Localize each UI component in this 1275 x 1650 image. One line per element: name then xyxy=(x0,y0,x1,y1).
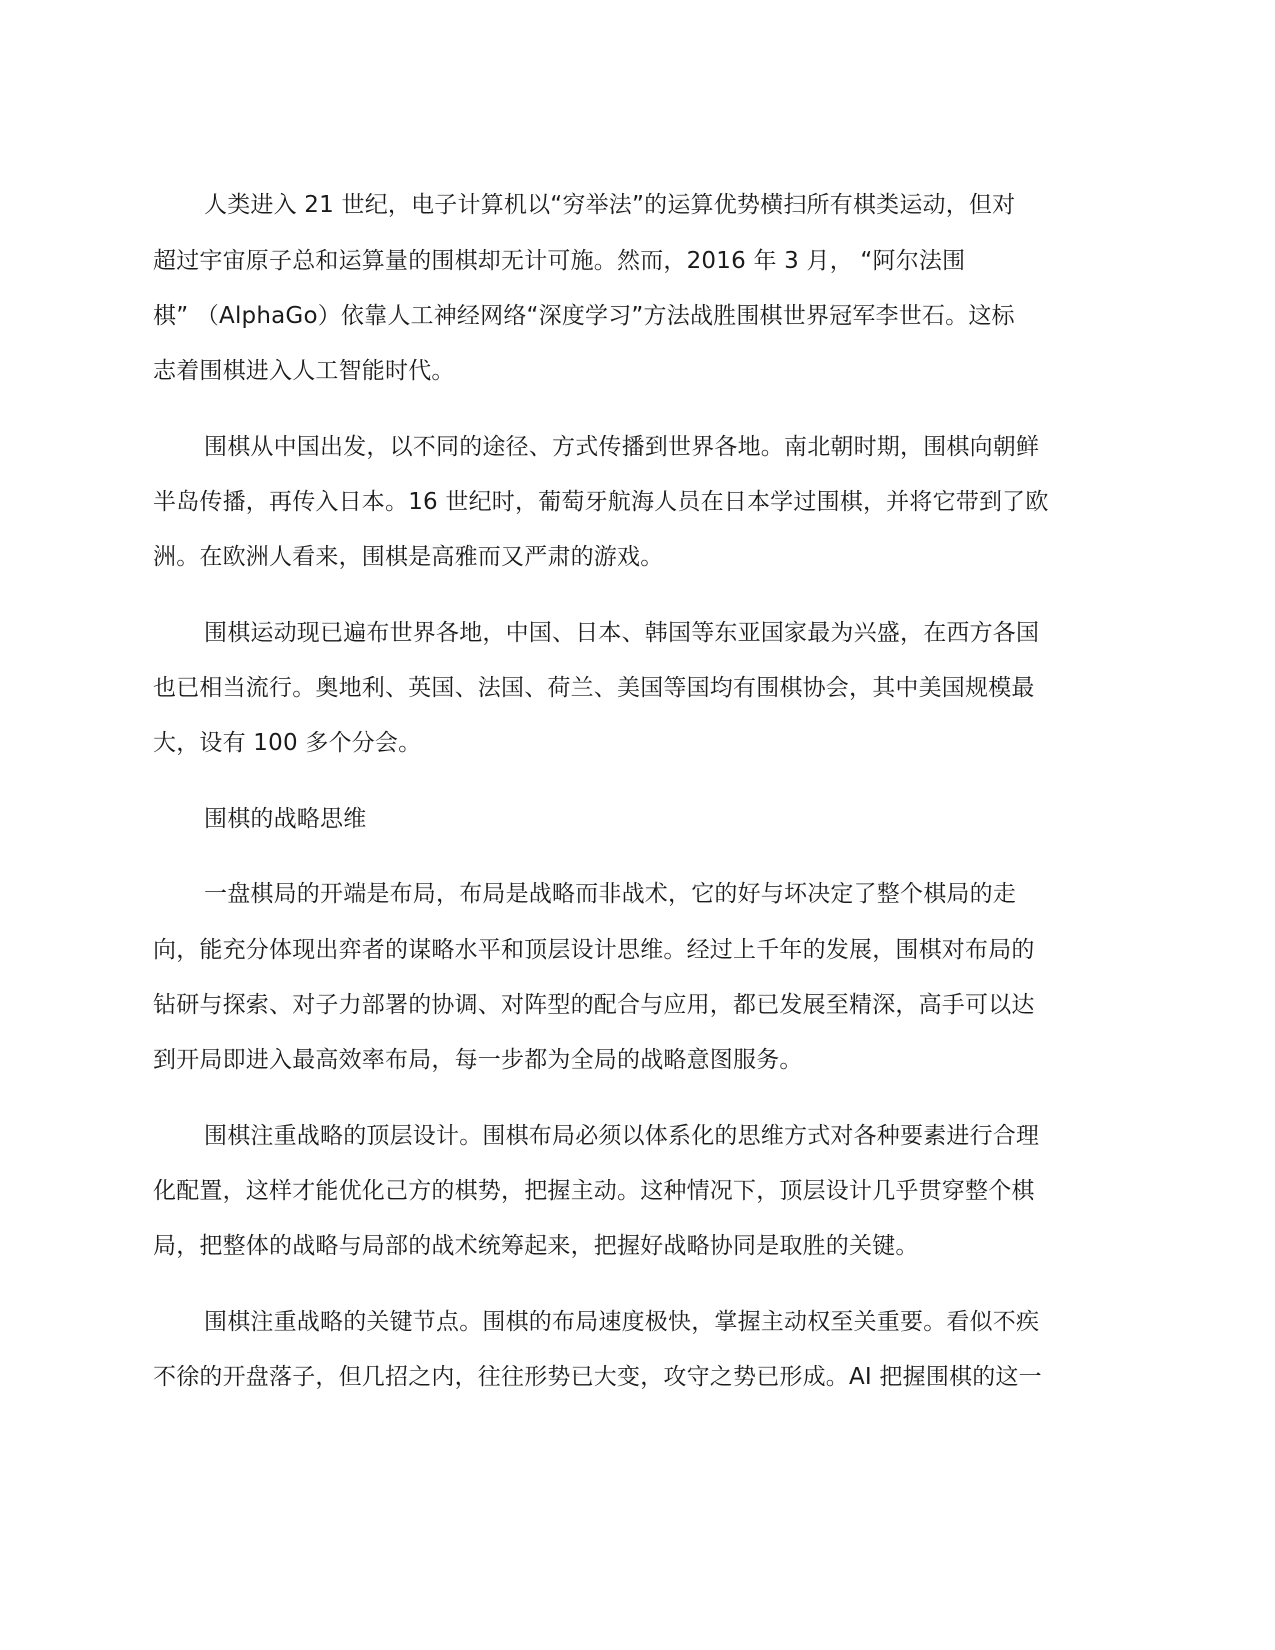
paragraph-6-line-1: 围棋注重战略的关键节点。围棋的布局速度极快，掌握主动权至关重要。看似不疾 xyxy=(204,1309,1040,1335)
paragraph-2-line-3: 洲。在欧洲人看来，围棋是高雅而又严肃的游戏。 xyxy=(153,544,664,570)
paragraph-2-line-1: 围棋从中国出发，以不同的途径、方式传播到世界各地。南北朝时期，围棋向朝鲜 xyxy=(204,434,1040,460)
paragraph-1-line-3: 棋” （AlphaGo）依靠人工神经网络“深度学习”方法战胜围棋世界冠军李世石。这标 xyxy=(153,303,1015,329)
paragraph-4-line-4: 到开局即进入最高效率布局，每一步都为全局的战略意图服务。 xyxy=(153,1047,803,1073)
paragraph-1-line-4: 志着围棋进入人工智能时代。 xyxy=(153,358,455,384)
paragraph-1-line-1: 人类进入 21 世纪，电子计算机以“穷举法”的运算优势横扫所有棋类运动，但对 xyxy=(204,192,1016,218)
section-heading: 围棋的战略思维 xyxy=(204,806,367,832)
paragraph-5-line-1: 围棋注重战略的顶层设计。围棋布局必须以体系化的思维方式对各种要素进行合理 xyxy=(204,1123,1040,1149)
paragraph-4-line-1: 一盘棋局的开端是布局，布局是战略而非战术，它的好与坏决定了整个棋局的走 xyxy=(204,881,1016,907)
paragraph-4-line-3: 钻研与探索、对子力部署的协调、对阵型的配合与应用，都已发展至精深，高手可以达 xyxy=(153,992,1035,1018)
paragraph-2-line-2: 半岛传播，再传入日本。16 世纪时，葡萄牙航海人员在日本学过围棋，并将它带到了欧 xyxy=(153,489,1049,515)
paragraph-3-line-3: 大，设有 100 多个分会。 xyxy=(153,730,422,756)
paragraph-1-line-2: 超过宇宙原子总和运算量的围棋却无计可施。然而，2016 年 3 月， “阿尔法围 xyxy=(153,248,966,274)
paragraph-5-line-3: 局，把整体的战略与局部的战术统筹起来，把握好战略协同是取胜的关键。 xyxy=(153,1233,919,1259)
paragraph-4-line-2: 向，能充分体现出弈者的谋略水平和顶层设计思维。经过上千年的发展，围棋对布局的 xyxy=(153,937,1035,963)
paragraph-3-line-2: 也已相当流行。奥地利、英国、法国、荷兰、美国等国均有围棋协会，其中美国规模最 xyxy=(153,675,1035,701)
paragraph-5-line-2: 化配置，这样才能优化己方的棋势，把握主动。这种情况下，顶层设计几乎贯穿整个棋 xyxy=(153,1178,1035,1204)
paragraph-6-line-2: 不徐的开盘落子，但几招之内，往往形势已大变，攻守之势已形成。AI 把握围棋的这一 xyxy=(153,1364,1042,1390)
paragraph-3-line-1: 围棋运动现已遍布世界各地，中国、日本、韩国等东亚国家最为兴盛，在西方各国 xyxy=(204,620,1040,646)
